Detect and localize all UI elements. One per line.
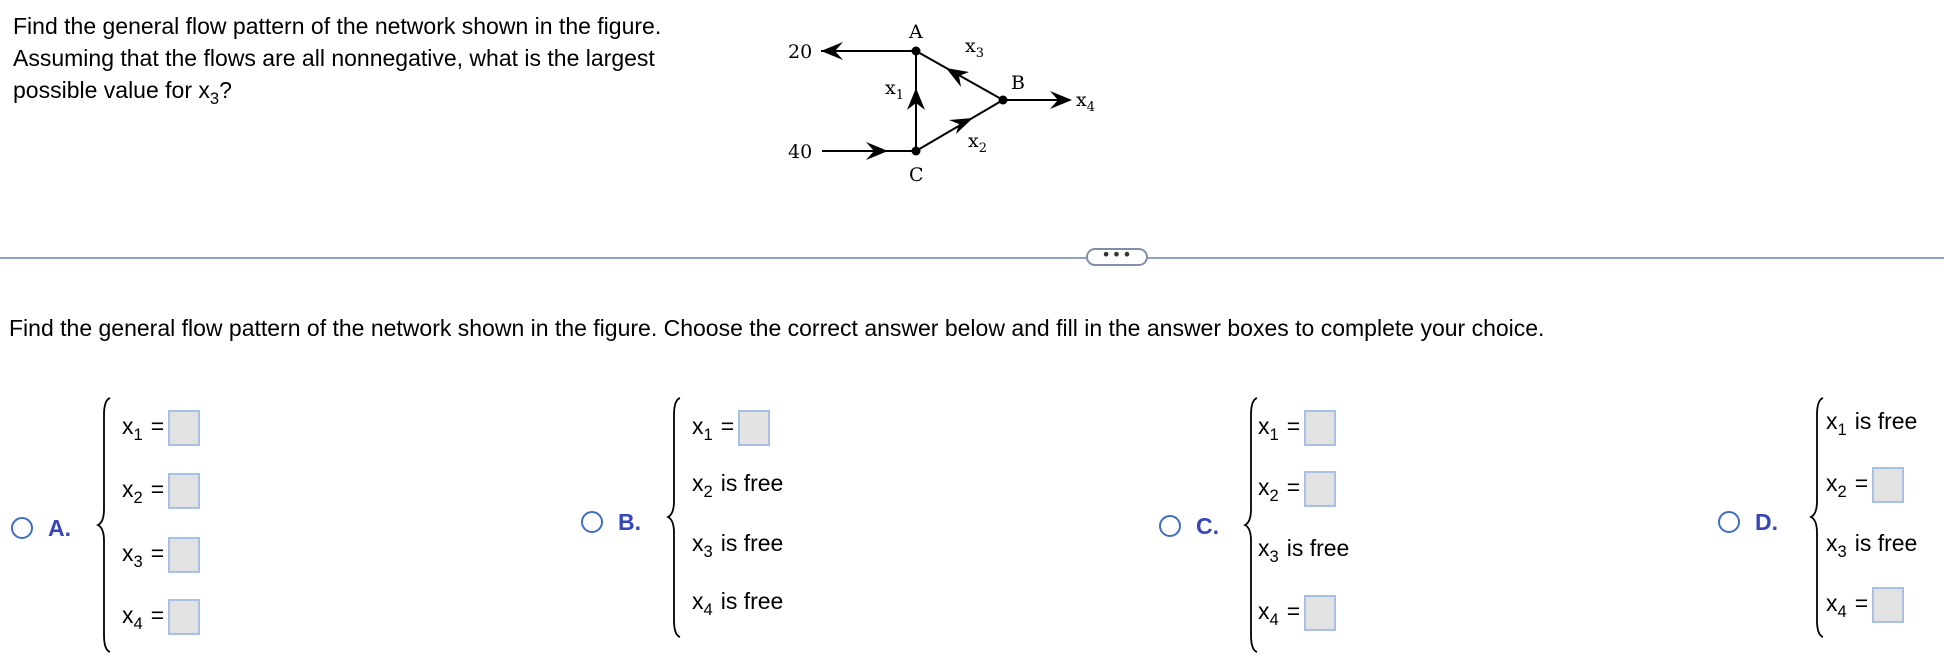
choice-b-row-x4: $x_4$ is free bbox=[692, 588, 784, 619]
choice-b-brace bbox=[666, 395, 686, 640]
label-x2: $x_2$ bbox=[968, 130, 987, 156]
choice-a-brace bbox=[96, 395, 116, 655]
choice-d-x4-input[interactable] bbox=[1872, 587, 1904, 623]
choice-a-row-x3: $x_3$ = bbox=[122, 533, 200, 573]
choice-a-letter[interactable]: A. bbox=[48, 515, 71, 541]
choice-b bbox=[570, 395, 1130, 656]
choice-a-radio[interactable] bbox=[11, 517, 33, 539]
question-line-3: possible value for $x_3$? bbox=[13, 77, 232, 108]
choice-d-row-x2: $x_2$ = bbox=[1826, 463, 1904, 503]
question-line-2: Assuming that the flows are all nonnegative, what is the largest bbox=[13, 45, 655, 71]
choice-d-row-x3: $x_3$ is free bbox=[1826, 530, 1918, 561]
choice-a-row-x2: $x_2$ = bbox=[122, 469, 200, 509]
section-divider bbox=[0, 257, 1944, 259]
choice-b-radio[interactable] bbox=[581, 511, 603, 533]
node-b-dot bbox=[999, 96, 1008, 105]
choice-b-row-x1: $x_1$ = bbox=[692, 406, 770, 446]
choice-a-x1-input[interactable] bbox=[168, 410, 200, 446]
choice-b-row-x3: $x_3$ is free bbox=[692, 530, 784, 561]
choice-d-x2-input[interactable] bbox=[1872, 467, 1904, 503]
choice-c-row-x3: $x_3$ is free bbox=[1258, 535, 1350, 566]
arrow-x3 bbox=[946, 68, 969, 87]
node-a-dot bbox=[912, 47, 921, 56]
choice-c bbox=[1148, 395, 1708, 656]
choice-c-radio[interactable] bbox=[1159, 515, 1181, 537]
node-a-label: A bbox=[909, 21, 923, 43]
network-figure bbox=[775, 14, 1115, 194]
choice-a bbox=[0, 395, 560, 656]
choice-d-row-x1: $x_1$ is free bbox=[1826, 408, 1918, 439]
choice-c-row-x1: $x_1$ = bbox=[1258, 406, 1336, 446]
choice-d-radio[interactable] bbox=[1718, 511, 1740, 533]
label-x4: $x_4$ bbox=[1076, 89, 1095, 115]
question-line-1: Find the general flow pattern of the network shown in the figure. bbox=[13, 13, 662, 39]
expand-more-button[interactable]: ••• bbox=[1086, 248, 1148, 266]
choice-b-x1-input[interactable] bbox=[738, 410, 770, 446]
choice-a-x4-input[interactable] bbox=[168, 599, 200, 635]
choice-b-row-x2: $x_2$ is free bbox=[692, 470, 784, 501]
choice-b-letter[interactable]: B. bbox=[618, 509, 641, 535]
choice-a-row-x1: $x_1$ = bbox=[122, 406, 200, 446]
flow-in-40: 40 bbox=[788, 141, 813, 163]
choice-a-x2-input[interactable] bbox=[168, 473, 200, 509]
choice-a-row-x4: $x_4$ = bbox=[122, 595, 200, 635]
choice-d-letter[interactable]: D. bbox=[1755, 509, 1778, 535]
choice-c-x4-input[interactable] bbox=[1304, 595, 1336, 631]
node-c-dot bbox=[912, 147, 921, 156]
choice-d bbox=[1708, 395, 1944, 656]
choice-c-row-x2: $x_2$ = bbox=[1258, 467, 1336, 507]
choice-c-letter[interactable]: C. bbox=[1196, 513, 1219, 539]
flow-out-20: 20 bbox=[788, 41, 813, 63]
label-x3: $x_3$ bbox=[965, 35, 984, 61]
question-text bbox=[13, 10, 783, 106]
choice-c-x1-input[interactable] bbox=[1304, 410, 1336, 446]
choice-c-row-x4: $x_4$ = bbox=[1258, 591, 1336, 631]
label-x1: $x_1$ bbox=[885, 77, 904, 103]
choice-c-x2-input[interactable] bbox=[1304, 471, 1336, 507]
instructions-text: Find the general flow pattern of the network shown in the figure. Choose the correct answer below and fill in the answer boxes to complete your choice. bbox=[9, 315, 1545, 341]
node-c-label: C bbox=[909, 164, 924, 186]
choice-d-row-x4: $x_4$ = bbox=[1826, 583, 1904, 623]
node-b-label: B bbox=[1011, 72, 1025, 94]
choice-a-x3-input[interactable] bbox=[168, 537, 200, 573]
